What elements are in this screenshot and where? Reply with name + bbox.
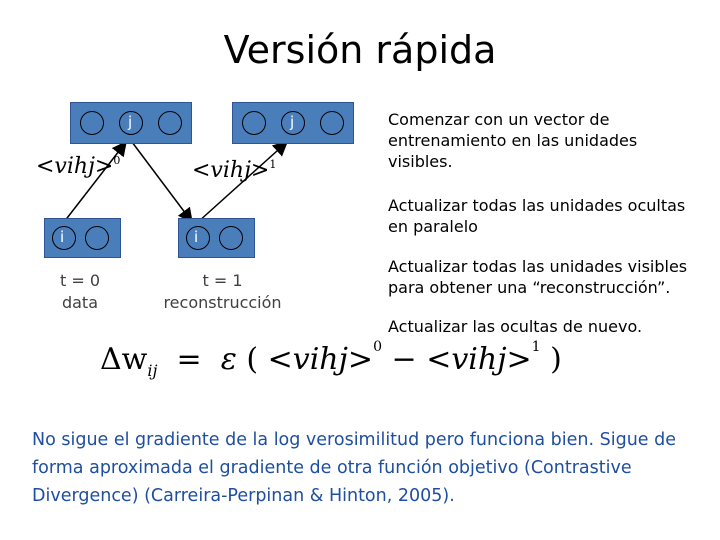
visible-layer-t1 [178,218,255,258]
time-label-t0 [40,270,120,314]
eq-sup0: 0 [373,339,382,355]
time-label-t1 [150,270,295,314]
time-t0-caption: data [61,293,99,312]
eq-epsilon: ε [220,342,237,377]
arrow-hidden-to-visible-t1 [132,142,192,222]
visible-layer-t0 [44,218,121,258]
visible-unit-label: i [60,228,65,246]
visible-unit [85,226,109,250]
hidden-unit-label: j [290,113,295,131]
hidden-unit [320,111,344,135]
eq-sup1: 1 [531,339,541,355]
eq-lhs: Δw [100,342,148,377]
bullet-3: Actualizar todas las unidades visibles para obtener una “reconstrucción”. [388,257,688,297]
correlation-t1-term: <vihj> [192,158,270,183]
hidden-unit-label: j [128,113,133,131]
hidden-layer-t0 [70,102,192,144]
correlation-t0-sup: 0 [113,154,121,167]
eq-lhs-sub: ij [147,361,158,380]
time-t1-caption: reconstrucción [163,293,282,312]
eq-term1: <vihj> [426,342,532,377]
visible-unit [219,226,243,250]
footer-note: No sigue el gradiente de la log verosimilitud pero funciona bien. Sigue de forma aproximada el gradiente de otra función objetivo (Contrastive Divergence) (Carreira-Perpinan & Hinton, 2005). [32,430,677,506]
correlation-t1 [192,158,276,183]
time-t1: t = 1 [202,271,243,290]
bullet-4: Actualizar las ocultas de nuevo. [388,317,643,336]
hidden-layer-t1 [232,102,354,144]
correlation-t1-sup: 1 [269,158,277,171]
bullet-2: Actualizar todas las unidades ocultas en paralelo [388,196,686,236]
hidden-unit [242,111,266,135]
hidden-unit [158,111,182,135]
correlation-t0-term: <vihj> [36,154,114,179]
update-equation: $\Delta w_{ij} = \varepsilon$ ( <vihj>$^0$ − <vihj>$^1$ ) [100,339,562,380]
bullet-1: Comenzar con un vector de entrenamiento en las unidades visibles. [388,110,638,171]
hidden-unit [80,111,104,135]
eq-term0: <vihj> [267,342,374,377]
visible-unit-label: i [194,228,199,246]
slide-title: Versión rápida [223,28,497,72]
correlation-t0 [36,154,120,179]
time-t0: t = 0 [59,271,101,290]
eq-equals: = [176,342,202,377]
